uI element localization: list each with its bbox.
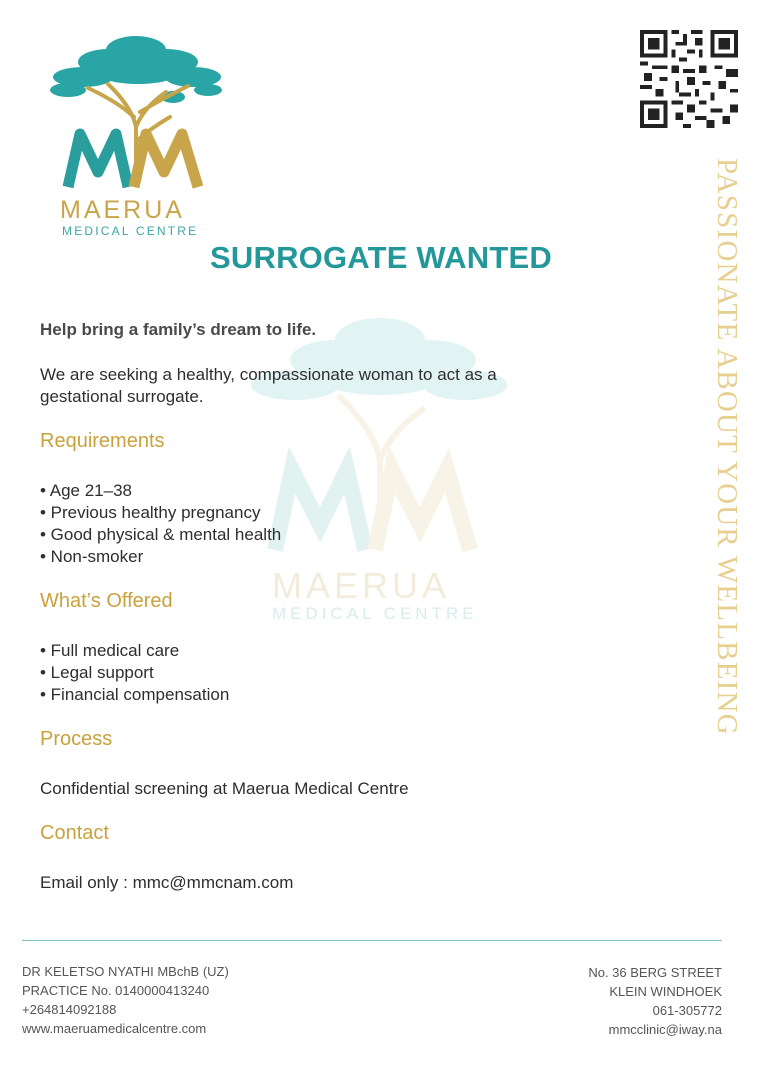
offered-item: • Financial compensation <box>40 685 230 704</box>
mm-monogram-icon <box>68 134 198 187</box>
offered-item: • Full medical care <box>40 641 180 660</box>
clinic-phone[interactable]: 061-305772 <box>652 1003 722 1018</box>
street-address: No. 36 BERG STREET <box>588 965 722 980</box>
practice-number: PRACTICE No. 0140000413240 <box>22 983 210 998</box>
intro-line-2: gestational surrogate. <box>40 387 204 406</box>
requirement-item: • Previous healthy pregnancy <box>40 503 261 522</box>
page-title: SURROGATE WANTED <box>210 240 552 275</box>
intro-lead: Help bring a family’s dream to life. <box>40 320 317 339</box>
clinic-email[interactable]: mmcclinic@iway.na <box>608 1022 722 1037</box>
maerua-logo <box>48 22 223 222</box>
footer-left <box>22 962 229 1038</box>
logo-wordmark: MAERUA <box>60 196 185 224</box>
tree-canopy-icon <box>50 36 222 103</box>
requirement-item: • Good physical & mental health <box>40 525 282 544</box>
requirement-item: • Non-smoker <box>40 547 144 566</box>
suburb: KLEIN WINDHOEK <box>609 984 722 999</box>
footer-right <box>588 963 722 1039</box>
contact-email[interactable]: Email only : mmc@mmcnam.com <box>40 873 294 892</box>
requirements-heading: Requirements <box>40 430 165 452</box>
phone-number[interactable]: +264814092188 <box>22 1002 117 1017</box>
website-link[interactable]: www.maeruamedicalcentre.com <box>22 1021 207 1036</box>
footer-divider <box>22 940 722 941</box>
vertical-slogan: PASSIONATE ABOUT YOUR WELLBEING <box>711 158 743 736</box>
watermark-subtitle: MEDICAL CENTRE <box>272 604 478 623</box>
intro-line-1: We are seeking a healthy, compassionate woman to act as a <box>40 365 497 384</box>
contact-heading: Contact <box>40 822 109 844</box>
qr-code-icon[interactable] <box>640 30 738 128</box>
offered-heading: What’s Offered <box>40 590 173 612</box>
process-text: Confidential screening at Maerua Medical Centre <box>40 779 409 798</box>
process-heading: Process <box>40 728 113 750</box>
requirement-item: • Age 21–38 <box>40 481 132 500</box>
logo-subtitle: MEDICAL CENTRE <box>62 224 199 238</box>
watermark-wordmark: MAERUA <box>272 565 451 606</box>
doctor-name: DR KELETSO NYATHI MBchB (UZ) <box>22 964 229 979</box>
offered-item: • Legal support <box>40 663 154 682</box>
